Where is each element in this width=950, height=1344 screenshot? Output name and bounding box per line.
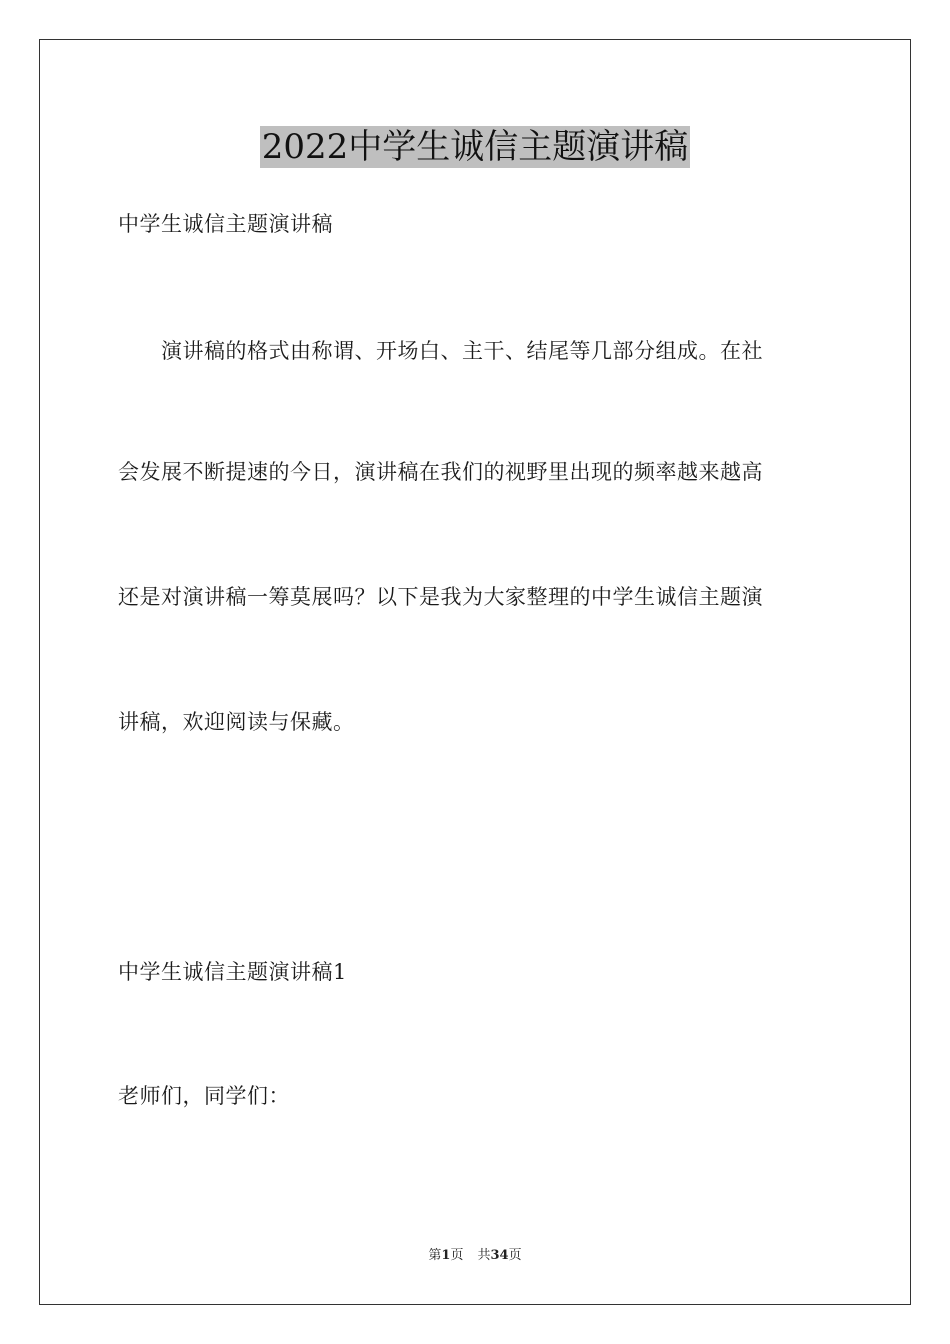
- intro-line-1: 演讲稿的格式由称谓、开场白、主干、结尾等几部分组成。在社: [118, 339, 763, 363]
- section-heading: 中学生诚信主题演讲稿1: [118, 960, 347, 984]
- page-number: 1: [441, 1248, 451, 1263]
- intro-line-3: 还是对演讲稿一筹莫展吗？以下是我为大家整理的中学生诚信主题演: [118, 585, 763, 609]
- total-pages: 34: [490, 1248, 509, 1263]
- total-prefix: 共: [477, 1248, 491, 1263]
- document-title: 2022中学生诚信主题演讲稿: [261, 127, 689, 167]
- intro-line-4: 讲稿，欢迎阅读与保藏。: [118, 710, 355, 734]
- document-subtitle: 中学生诚信主题演讲稿: [118, 212, 333, 236]
- title-container: [0, 126, 950, 168]
- page-footer: [0, 1247, 950, 1265]
- greeting: 老师们，同学们：: [118, 1084, 290, 1108]
- intro-line-2: 会发展不断提速的今日，演讲稿在我们的视野里出现的频率越来越高: [118, 460, 763, 484]
- page-prefix: 第: [428, 1248, 442, 1263]
- page-suffix: 页: [450, 1248, 464, 1263]
- total-suffix: 页: [508, 1248, 522, 1263]
